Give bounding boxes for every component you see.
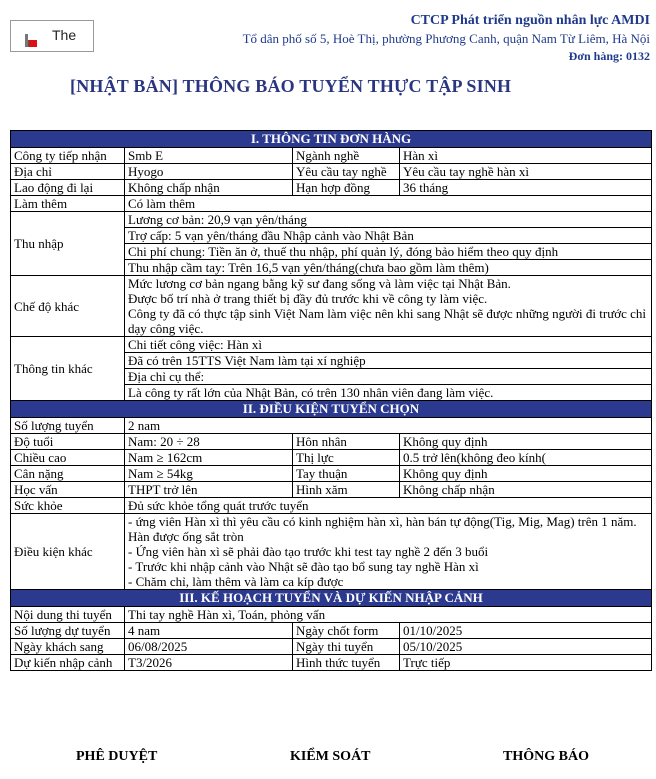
company-logo: [10, 20, 94, 52]
income-line: Lương cơ bản: 20,9 vạn yên/tháng: [125, 212, 652, 228]
field-label: Số lượng tuyển: [11, 418, 125, 434]
field-value: Thi tay nghề Hàn xì, Toán, phỏng vấn: [125, 607, 652, 623]
field-value: THPT trở lên: [125, 482, 293, 498]
field-value: 01/10/2025: [400, 623, 652, 639]
field-label: Sức khỏe: [11, 498, 125, 514]
field-value: T3/2026: [125, 655, 293, 671]
signature-approve: PHÊ DUYỆT: [76, 749, 158, 764]
field-label: Nội dung thi tuyển: [11, 607, 125, 623]
field-value: Hyogo: [125, 164, 293, 180]
field-value: Đủ sức khỏe tổng quát trước tuyển: [125, 498, 652, 514]
condition-line: - Chăm chỉ, làm thêm và làm ca kíp được: [128, 574, 344, 589]
field-value: 2 nam: [125, 418, 652, 434]
field-value: Yêu cầu tay nghề hàn xì: [400, 164, 652, 180]
signature-notice: THÔNG BÁO: [503, 749, 589, 764]
field-label: Học vấn: [11, 482, 125, 498]
field-value: Không chấp nhận: [125, 180, 293, 196]
field-label: Điều kiện khác: [11, 514, 125, 590]
field-value: Trực tiếp: [400, 655, 652, 671]
field-label: Địa chỉ: [11, 164, 125, 180]
field-value: Smb E: [125, 148, 293, 164]
field-label: Thông tin khác: [11, 337, 125, 401]
job-order-table: [10, 130, 652, 671]
field-label: Hình xăm: [293, 482, 400, 498]
field-label: Cân nặng: [11, 466, 125, 482]
field-label: Ngày khách sang: [11, 639, 125, 655]
field-value: 0.5 trở lên(không đeo kính(: [400, 450, 652, 466]
policy-cell: [125, 276, 652, 337]
condition-line: - ứng viên Hàn xì thì yêu cầu có kinh nghiệm hàn xì, hàn bán tự động(Tig, Mig, Mag) trên 1 năm. Hàn được ống sắt tròn: [128, 514, 637, 544]
field-label: Yêu cầu tay nghề: [293, 164, 400, 180]
logo-mark-icon: [28, 40, 37, 47]
other-info-line: Là công ty rất lớn của Nhật Bản, có trên 130 nhân viên đang làm việc.: [125, 385, 652, 401]
field-label: Dự kiến nhập cảnh: [11, 655, 125, 671]
field-label: Hôn nhân: [293, 434, 400, 450]
field-value: 05/10/2025: [400, 639, 652, 655]
income-line: Thu nhập cầm tay: Trên 16,5 vạn yên/tháng(chưa bao gồm làm thêm): [125, 260, 652, 276]
field-value: Không quy định: [400, 434, 652, 450]
field-label: Thu nhập: [11, 212, 125, 276]
field-label: Ngành nghề: [293, 148, 400, 164]
field-label: Ngày thi tuyển: [293, 639, 400, 655]
field-label: Lao động đi lại: [11, 180, 125, 196]
field-value: Không chấp nhận: [400, 482, 652, 498]
field-value: Nam ≥ 54kg: [125, 466, 293, 482]
field-value: Hàn xì: [400, 148, 652, 164]
other-info-line: Chi tiết công việc: Hàn xì: [125, 337, 652, 353]
field-value: 36 tháng: [400, 180, 652, 196]
field-label: Làm thêm: [11, 196, 125, 212]
field-label: Chế độ khác: [11, 276, 125, 337]
company-header: [243, 12, 650, 64]
section-header-order-info: I. THÔNG TIN ĐƠN HÀNG: [11, 131, 652, 148]
other-info-line: Đã có trên 15TTS Việt Nam làm tại xí nghiệp: [125, 353, 652, 369]
field-label: Hình thức tuyển: [293, 655, 400, 671]
policy-line: Công ty đã có thực tập sinh Việt Nam làm việc nên khi sang Nhật sẽ được những người đi trước chỉ dạy công việc.: [128, 306, 647, 336]
field-label: Độ tuổi: [11, 434, 125, 450]
policy-line: Mức lương cơ bản ngang bằng kỹ sư đang sống và làm việc tại Nhật Bản.: [128, 276, 511, 291]
income-line: Chi phí chung: Tiền ăn ở, thuế thu nhập, phí quản lý, đóng bảo hiểm theo quy định: [125, 244, 652, 260]
order-number: Đơn hàng: 0132: [568, 49, 650, 63]
condition-line: - Trước khi nhập cảnh vào Nhật sẽ đào tạo bổ sung tay nghề Hàn xì: [128, 559, 479, 574]
company-name: CTCP Phát triển nguồn nhân lực AMDI: [410, 13, 650, 28]
field-value: Nam ≥ 162cm: [125, 450, 293, 466]
policy-line: Được bố trí nhà ở trang thiết bị đầy đủ trước khi về công ty làm việc.: [128, 291, 488, 306]
field-label: Ngày chốt form: [293, 623, 400, 639]
signature-control: KIỂM SOÁT: [290, 749, 371, 764]
other-conditions-cell: [125, 514, 652, 590]
income-line: Trợ cấp: 5 vạn yên/tháng đầu Nhập cảnh vào Nhật Bản: [125, 228, 652, 244]
field-label: Số lượng dự tuyển: [11, 623, 125, 639]
logo-text: The: [52, 27, 77, 43]
company-address: Tổ dân phố số 5, Hoè Thị, phường Phương Canh, quận Nam Từ Liêm, Hà Nội: [242, 31, 650, 46]
other-info-line: Địa chỉ cụ thể:: [125, 369, 652, 385]
condition-line: - Ứng viên hàn xì sẽ phải đào tạo trước khi test tay nghề 2 đến 3 buổi: [128, 544, 489, 559]
section-header-requirements: II. ĐIỀU KIỆN TUYỂN CHỌN: [11, 401, 652, 418]
page-title: [NHẬT BẢN] THÔNG BÁO TUYỂN THỰC TẬP SINH: [70, 76, 512, 96]
section-header-plan: III. KẾ HOẠCH TUYỂN VÀ DỰ KIẾN NHẬP CẢNH: [11, 590, 652, 607]
field-value: Không quy định: [400, 466, 652, 482]
field-label: Thị lực: [293, 450, 400, 466]
field-value: Có làm thêm: [125, 196, 652, 212]
field-label: Tay thuận: [293, 466, 400, 482]
field-label: Hạn hợp đồng: [293, 180, 400, 196]
field-label: Chiều cao: [11, 450, 125, 466]
field-value: 4 nam: [125, 623, 293, 639]
field-value: 06/08/2025: [125, 639, 293, 655]
field-label: Công ty tiếp nhận: [11, 148, 125, 164]
field-value: Nam: 20 ÷ 28: [125, 434, 293, 450]
